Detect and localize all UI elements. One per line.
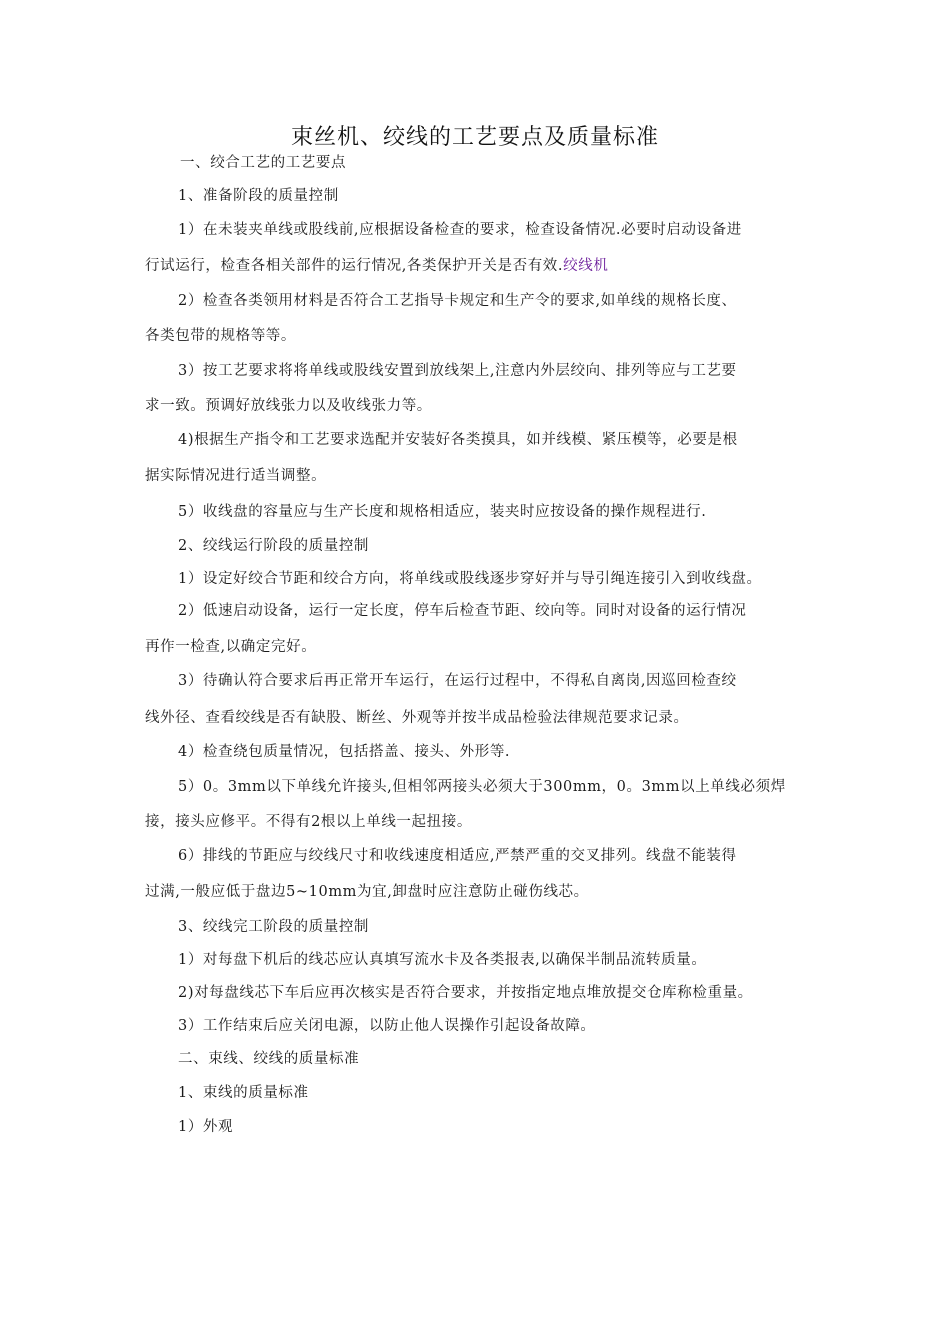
paragraph-line: 3）按工艺要求将将单线或股线安置到放线架上,注意内外层绞向、排列等应与工艺要 <box>178 363 737 379</box>
paragraph-line: 3）待确认符合要求后再正常开车运行，在运行过程中，不得私自离岗,因巡回检查绞 <box>178 673 737 689</box>
subsection-heading-1-1: 1、准备阶段的质量控制 <box>178 188 339 204</box>
paragraph-line: 各类包带的规格等等。 <box>145 328 296 344</box>
paragraph-line: 2）检查各类领用材料是否符合工艺指导卡规定和生产令的要求,如单线的规格长度、 <box>178 293 737 309</box>
paragraph-line: 过满,一般应低于盘边5~10mm为宜,卸盘时应注意防止碰伤线芯。 <box>145 884 589 900</box>
paragraph-line: 1）对每盘下机后的线芯应认真填写流水卡及各类报表,以确保半制品流转质量。 <box>178 952 707 968</box>
paragraph-line: 2)对每盘线芯下车后应再次核实是否符合要求，并按指定地点堆放提交仓库称检重量。 <box>178 985 753 1001</box>
subsection-heading-1-3: 3、绞线完工阶段的质量控制 <box>178 919 370 935</box>
paragraph-line: 接，接头应修平。不得有2根以上单线一起扭接。 <box>145 814 472 830</box>
paragraph-line: 1）外观 <box>178 1119 234 1135</box>
stranding-machine-link[interactable]: 绞线机 <box>563 258 609 274</box>
paragraph-line: 4)根据生产指令和工艺要求选配并安装好各类摸具，如并线模、紧压模等，必要是根 <box>178 432 738 448</box>
paragraph-line: 5）0。3mm以下单线允许接头,但相邻两接头必须大于300mm，0。3mm以上单线必须焊 <box>178 779 786 795</box>
paragraph-line: 5）收线盘的容量应与生产长度和规格相适应，装夹时应按设备的操作规程进行. <box>178 504 707 520</box>
paragraph-text: 行试运行，检查各相关部件的运行情况,各类保护开关是否有效. <box>145 258 564 274</box>
paragraph-line: 3）工作结束后应关闭电源，以防止他人误操作引起设备故障。 <box>178 1018 596 1034</box>
section-heading-2: 二、束线、绞线的质量标准 <box>178 1051 360 1067</box>
paragraph-line: 求一致。预调好放线张力以及收线张力等。 <box>145 398 432 414</box>
subsection-heading-1-2: 2、绞线运行阶段的质量控制 <box>178 538 370 554</box>
paragraph-line: 据实际情况进行适当调整。 <box>145 468 327 484</box>
paragraph-line: 2）低速启动设备，运行一定长度，停车后检查节距、绞向等。同时对设备的运行情况 <box>178 603 747 619</box>
subsection-heading-2-1: 1、束线的质量标准 <box>178 1085 309 1101</box>
paragraph-line: 4）检查绕包质量情况，包括搭盖、接头、外形等. <box>178 744 511 760</box>
paragraph-line-with-link <box>145 256 608 276</box>
document-title: 束丝机、绞线的工艺要点及质量标准 <box>290 125 659 150</box>
section-heading-1: 一、绞合工艺的工艺要点 <box>180 155 347 171</box>
paragraph-line: 线外径、查看绞线是否有缺股、断丝、外观等并按半成品检验法律规范要求记录。 <box>145 710 689 726</box>
paragraph-line: 再作一检查,以确定完好。 <box>145 639 317 655</box>
paragraph-line: 1）设定好绞合节距和绞合方向，将单线或股线逐步穿好并与导引绳连接引入到收线盘。 <box>178 571 762 587</box>
paragraph-line: 1）在未装夹单线或股线前,应根据设备检查的要求，检查设备情况.必要时启动设备进 <box>178 222 742 238</box>
paragraph-line: 6）排线的节距应与绞线尺寸和收线速度相适应,严禁严重的交叉排列。线盘不能装得 <box>178 848 737 864</box>
